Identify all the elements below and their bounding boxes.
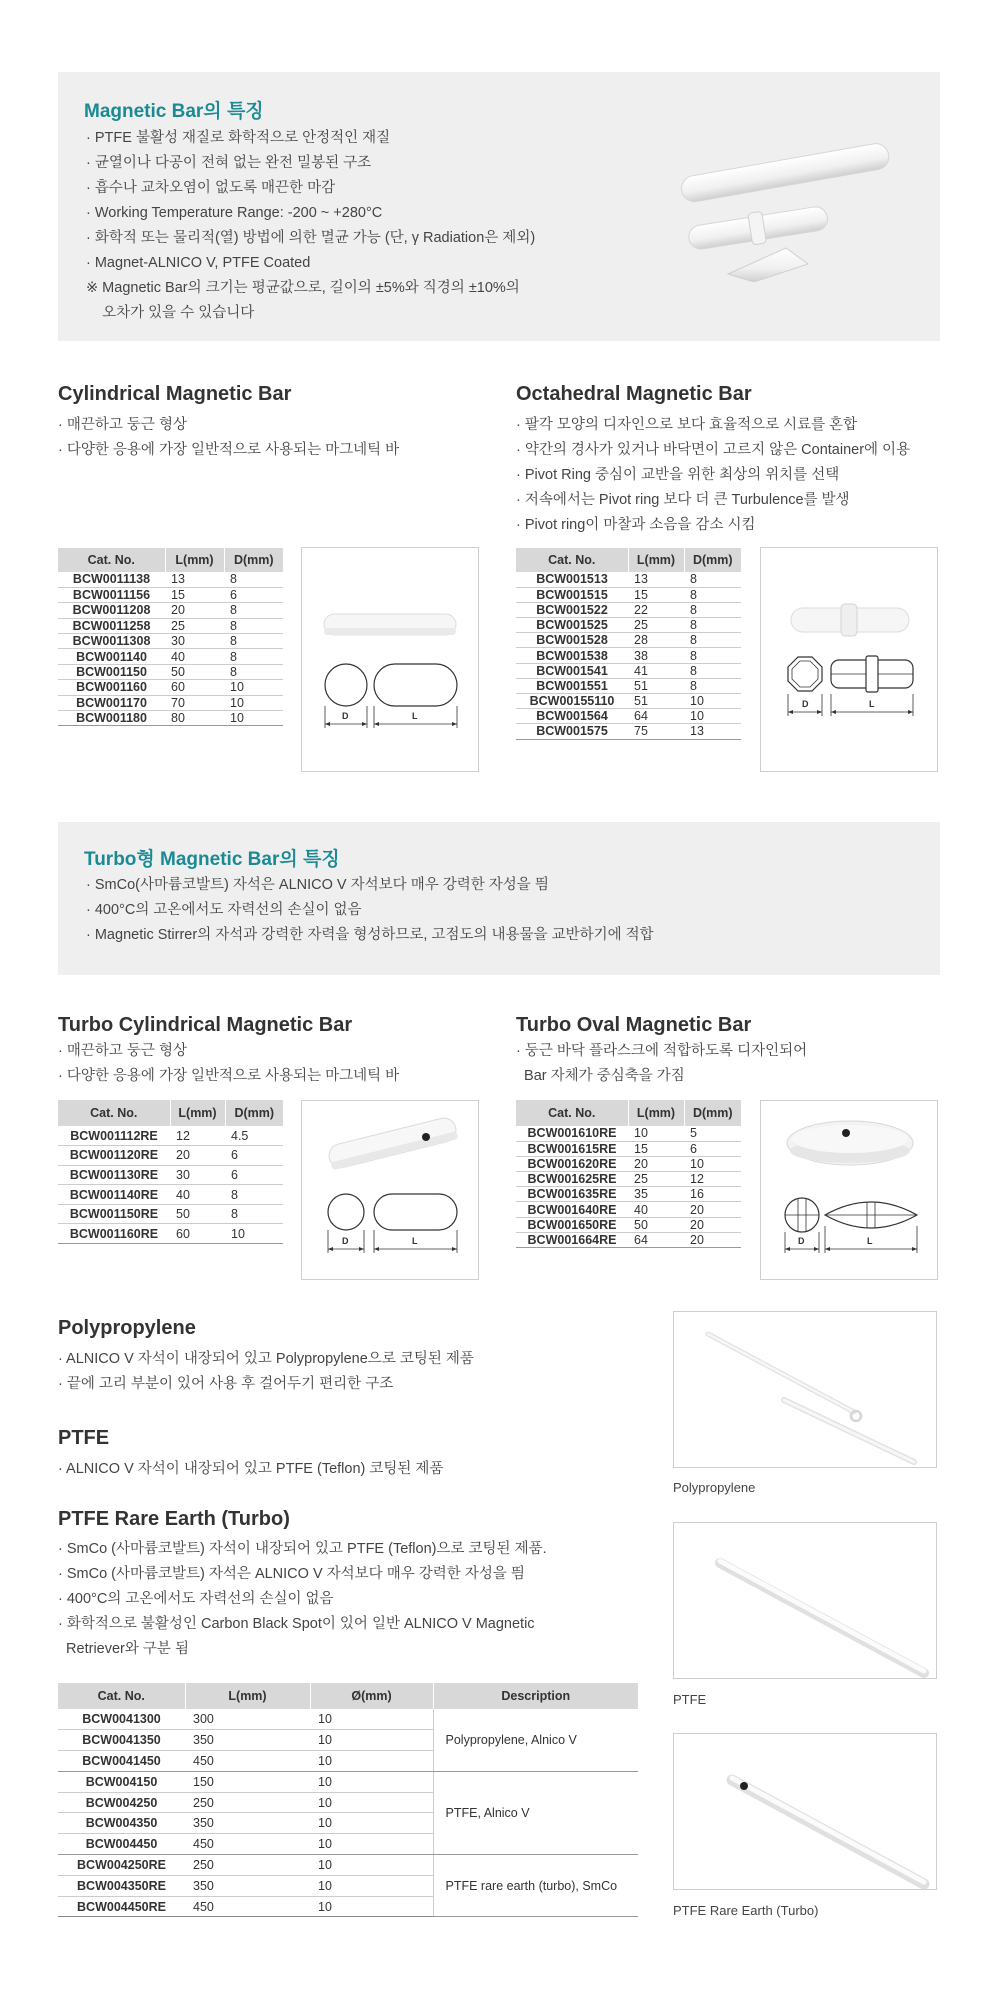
length-cell: 20 (170, 1146, 225, 1166)
table-row (516, 709, 741, 724)
diameter-cell: 8 (684, 572, 741, 587)
feature-item: · Magnet-ALNICO V, PTFE Coated (86, 255, 311, 271)
feature-list (86, 873, 654, 948)
feature-note: ※ Magnetic Bar의 크기는 평균값으로, 길이의 ±5%와 직경의 ±10%의 (86, 280, 520, 296)
bullet: Retriever와 구분 됨 (58, 1641, 189, 1657)
turbo-cylindrical-bullets (58, 1039, 399, 1089)
length-cell: 25 (628, 618, 684, 633)
length-cell: 30 (170, 1165, 225, 1185)
bullet: · 팔각 모양의 디자인으로 보다 효율적으로 시료를 혼합 (516, 417, 858, 433)
table-row (58, 649, 283, 664)
bullet: · SmCo (사마륨코발트) 자석은 ALNICO V 자석보다 매우 강력한 자성을 띔 (58, 1566, 525, 1582)
col-header: L(mm) (628, 1100, 684, 1126)
length-cell: 450 (185, 1834, 310, 1855)
bullet: · 둥근 바닥 플라스크에 적합하도록 디자인되어 (516, 1043, 808, 1059)
cat-no-cell: BCW004450 (58, 1834, 185, 1855)
length-cell: 60 (170, 1224, 225, 1244)
table-row (516, 1202, 741, 1217)
feature-title: Magnetic Bar의 특징 (84, 101, 264, 122)
length-cell: 450 (185, 1751, 310, 1772)
length-cell: 40 (628, 1202, 684, 1217)
length-cell: 300 (185, 1709, 310, 1730)
diameter-cell: 10 (224, 711, 283, 726)
length-cell: 30 (165, 634, 224, 649)
dim-label-d: D (802, 699, 809, 709)
col-header: D(mm) (225, 1100, 283, 1126)
cat-no-cell: BCW001112RE (58, 1126, 170, 1146)
col-header: Description (433, 1683, 638, 1709)
cat-no-cell: BCW004350RE (58, 1875, 185, 1896)
table-row (516, 648, 741, 663)
cylindrical-bullets (58, 413, 399, 463)
table-row (516, 1232, 741, 1247)
cat-no-cell: BCW001150 (58, 664, 165, 679)
cat-no-cell: BCW001140 (58, 649, 165, 664)
cat-no-cell: BCW001150RE (58, 1204, 170, 1224)
bullet: · SmCo (사마륨코발트) 자석이 내장되어 있고 PTFE (Teflon)으로 코팅된 제품. (58, 1541, 547, 1557)
diameter-cell: 8 (684, 678, 741, 693)
cat-no-cell: BCW0011208 (58, 603, 165, 618)
diameter-cell: 10 (224, 680, 283, 695)
col-header: D(mm) (224, 548, 283, 572)
length-cell: 25 (165, 618, 224, 633)
bullet: · 매끈하고 둥근 형상 (58, 1043, 187, 1059)
col-header: L(mm) (170, 1100, 225, 1126)
diameter-cell: 20 (684, 1202, 741, 1217)
cat-no-cell: BCW001120RE (58, 1146, 170, 1166)
feature-item: · SmCo(사마륨코발트) 자석은 ALNICO V 자석보다 매우 강력한 자성을 띔 (86, 877, 549, 893)
table-row (516, 572, 741, 587)
diameter-cell: 20 (684, 1232, 741, 1247)
feature-item: · Magnetic Stirrer의 자석과 강력한 자력을 형성하므로, 고점도의 내용물을 교반하기에 적합 (86, 927, 654, 943)
turbo-oval-table (516, 1100, 741, 1248)
table-row (58, 664, 283, 679)
octahedral-title: Octahedral Magnetic Bar (516, 383, 752, 405)
col-header: Cat. No. (58, 1100, 170, 1126)
feature-list (86, 126, 535, 326)
table-row (58, 1204, 283, 1224)
table-row (58, 1771, 638, 1792)
length-cell: 60 (165, 680, 224, 695)
diameter-cell: 8 (224, 649, 283, 664)
length-cell: 350 (185, 1875, 310, 1896)
cat-no-cell: BCW001525 (516, 618, 628, 633)
table-row (58, 1709, 638, 1730)
cylindrical-title: Cylindrical Magnetic Bar (58, 383, 292, 405)
octahedral-diagram (760, 547, 938, 772)
table-row (516, 678, 741, 693)
table-row (58, 1126, 283, 1146)
diameter-cell: 6 (684, 1141, 741, 1156)
diameter-cell: 8 (684, 663, 741, 678)
turbo-oval-bullets (516, 1039, 807, 1089)
cat-no-cell: BCW0011138 (58, 572, 165, 587)
polypropylene-title: Polypropylene (58, 1317, 196, 1339)
diameter-cell: 10 (310, 1751, 433, 1772)
diameter-cell: 10 (684, 1156, 741, 1171)
cat-no-cell: BCW001551 (516, 678, 628, 693)
dim-label-l: L (869, 699, 875, 709)
col-header: Cat. No. (516, 548, 628, 572)
retriever-table (58, 1683, 638, 1917)
feature-item: · 400°C의 고온에서도 자력선의 손실이 없음 (86, 902, 362, 918)
cat-no-cell: BCW001625RE (516, 1172, 628, 1187)
diameter-cell: 8 (224, 572, 283, 587)
table-row (516, 1187, 741, 1202)
cat-no-cell: BCW001564 (516, 709, 628, 724)
diameter-cell: 8 (684, 602, 741, 617)
length-cell: 250 (185, 1855, 310, 1876)
cat-no-cell: BCW001522 (516, 602, 628, 617)
feature-item: · 화학적 또는 물리적(열) 방법에 의한 멸균 가능 (단, γ Radiation은 제외) (86, 230, 536, 246)
diameter-cell: 16 (684, 1187, 741, 1202)
diameter-cell: 8 (684, 587, 741, 602)
length-cell: 15 (628, 1141, 684, 1156)
table-row (516, 1141, 741, 1156)
ptfe-caption: PTFE (673, 1692, 707, 1707)
table-row (516, 724, 741, 739)
diameter-cell: 10 (310, 1771, 433, 1792)
turbo-oval-title: Turbo Oval Magnetic Bar (516, 1014, 752, 1036)
cat-no-cell: BCW001664RE (516, 1232, 628, 1247)
table-row (516, 1156, 741, 1171)
bullet: · 약간의 경사가 있거나 바닥면이 고르지 않은 Container에 이용 (516, 442, 911, 458)
cat-no-cell: BCW004350 (58, 1813, 185, 1834)
cat-no-cell: BCW004250 (58, 1792, 185, 1813)
cat-no-cell: BCW0011308 (58, 634, 165, 649)
diameter-cell: 8 (225, 1185, 283, 1205)
octahedral-table (516, 548, 741, 740)
table-row (58, 1855, 638, 1876)
cat-no-cell: BCW0041300 (58, 1709, 185, 1730)
ptfe-rare-earth-caption: PTFE Rare Earth (Turbo) (673, 1903, 819, 1918)
ptfe-rare-earth-retriever-image (673, 1733, 937, 1890)
length-cell: 80 (165, 711, 224, 726)
cylindrical-table (58, 548, 283, 726)
length-cell: 64 (628, 1232, 684, 1247)
length-cell: 35 (628, 1187, 684, 1202)
col-header: D(mm) (684, 548, 741, 572)
cat-no-cell: BCW001513 (516, 572, 628, 587)
table-row (58, 618, 283, 633)
table-row (58, 1146, 283, 1166)
length-cell: 70 (165, 695, 224, 710)
col-header: Cat. No. (58, 548, 165, 572)
magnetic-bars-image (658, 132, 908, 282)
length-cell: 22 (628, 602, 684, 617)
cat-no-cell: BCW001160RE (58, 1224, 170, 1244)
table-row (516, 694, 741, 709)
length-cell: 40 (170, 1185, 225, 1205)
table-row (516, 618, 741, 633)
bullet: · 400°C의 고온에서도 자력선의 손실이 없음 (58, 1591, 334, 1607)
feature-item: · 균열이나 다공이 전혀 없는 완전 밀봉된 구조 (86, 155, 372, 171)
cylindrical-diagram (301, 547, 479, 772)
description-cell: Polypropylene, Alnico V (433, 1709, 638, 1771)
cat-no-cell: BCW001180 (58, 711, 165, 726)
diameter-cell: 8 (224, 634, 283, 649)
length-cell: 12 (170, 1126, 225, 1146)
col-header: D(mm) (684, 1100, 741, 1126)
diameter-cell: 4.5 (225, 1126, 283, 1146)
feature-box-turbo (58, 822, 940, 975)
length-cell: 450 (185, 1896, 310, 1917)
cat-no-cell: BCW0011156 (58, 587, 165, 602)
table-row (516, 602, 741, 617)
diameter-cell: 10 (225, 1224, 283, 1244)
diameter-cell: 5 (684, 1126, 741, 1141)
diameter-cell: 8 (684, 633, 741, 648)
description-cell: PTFE, Alnico V (433, 1771, 638, 1854)
diameter-cell: 6 (225, 1146, 283, 1166)
diameter-cell: 10 (224, 695, 283, 710)
cat-no-cell: BCW001160 (58, 680, 165, 695)
cat-no-cell: BCW001528 (516, 633, 628, 648)
length-cell: 20 (628, 1156, 684, 1171)
diameter-cell: 10 (310, 1834, 433, 1855)
ptfe-bullets (58, 1457, 443, 1482)
turbo-cylindrical-table (58, 1100, 283, 1244)
table-row (516, 1172, 741, 1187)
cat-no-cell: BCW0041350 (58, 1730, 185, 1751)
cat-no-cell: BCW001640RE (516, 1202, 628, 1217)
length-cell: 350 (185, 1730, 310, 1751)
dim-label-l: L (867, 1236, 873, 1246)
feature-item: · PTFE 불활성 재질로 화학적으로 안정적인 재질 (86, 130, 391, 146)
table-row (58, 1165, 283, 1185)
bullet: · 끝에 고리 부분이 있어 사용 후 걸어두기 편리한 구조 (58, 1376, 394, 1392)
table-row (516, 1126, 741, 1141)
length-cell: 250 (185, 1792, 310, 1813)
diameter-cell: 12 (684, 1172, 741, 1187)
diameter-cell: 8 (224, 603, 283, 618)
length-cell: 51 (628, 694, 684, 709)
description-cell: PTFE rare earth (turbo), SmCo (433, 1855, 638, 1917)
bullet: · ALNICO V 자석이 내장되어 있고 PTFE (Teflon) 코팅된 제품 (58, 1461, 444, 1477)
octahedral-bullets (516, 413, 910, 538)
diameter-cell: 10 (310, 1709, 433, 1730)
ptfe-rare-earth-bullets (58, 1537, 547, 1662)
table-row (58, 634, 283, 649)
table-row (58, 695, 283, 710)
diameter-cell: 8 (224, 664, 283, 679)
dim-label-d: D (342, 1236, 349, 1246)
bullet: · Pivot Ring 중심이 교반을 위한 최상의 위치를 선택 (516, 467, 840, 483)
table-row (58, 587, 283, 602)
ptfe-title: PTFE (58, 1427, 110, 1449)
diameter-cell: 6 (224, 587, 283, 602)
cat-no-cell: BCW001635RE (516, 1187, 628, 1202)
table-row (58, 1224, 283, 1244)
table-row (58, 711, 283, 726)
diameter-cell: 8 (684, 648, 741, 663)
cat-no-cell: BCW00155110 (516, 694, 628, 709)
diameter-cell: 13 (684, 724, 741, 739)
table-row (58, 1185, 283, 1205)
feature-box-magnetic-bar (58, 72, 940, 341)
dim-label-d: D (798, 1236, 805, 1246)
bullet: · 매끈하고 둥근 형상 (58, 417, 187, 433)
col-header: Ø(mm) (310, 1683, 433, 1709)
col-header: L(mm) (628, 548, 684, 572)
col-header: L(mm) (165, 548, 224, 572)
diameter-cell: 20 (684, 1217, 741, 1232)
polypropylene-retriever-image (673, 1311, 937, 1468)
dim-label-d: D (342, 711, 349, 721)
col-header: Cat. No. (58, 1683, 185, 1709)
bullet: · 저속에서는 Pivot ring 보다 더 큰 Turbulence를 발생 (516, 492, 850, 508)
length-cell: 15 (165, 587, 224, 602)
table-row (58, 572, 283, 587)
col-header: Cat. No. (516, 1100, 628, 1126)
bullet: · 화학적으로 불활성인 Carbon Black Spot이 있어 일반 ALNICO V Magnetic (58, 1616, 535, 1632)
length-cell: 41 (628, 663, 684, 678)
polypropylene-bullets (58, 1347, 474, 1397)
cat-no-cell: BCW0041450 (58, 1751, 185, 1772)
polypropylene-caption: Polypropylene (673, 1480, 756, 1495)
cat-no-cell: BCW001130RE (58, 1165, 170, 1185)
cat-no-cell: BCW001541 (516, 663, 628, 678)
diameter-cell: 10 (684, 694, 741, 709)
length-cell: 25 (628, 1172, 684, 1187)
length-cell: 28 (628, 633, 684, 648)
diameter-cell: 10 (310, 1813, 433, 1834)
cat-no-cell: BCW004450RE (58, 1896, 185, 1917)
diameter-cell: 10 (310, 1896, 433, 1917)
length-cell: 50 (628, 1217, 684, 1232)
diameter-cell: 6 (225, 1165, 283, 1185)
length-cell: 350 (185, 1813, 310, 1834)
cat-no-cell: BCW001140RE (58, 1185, 170, 1205)
diameter-cell: 8 (224, 618, 283, 633)
cat-no-cell: BCW001650RE (516, 1217, 628, 1232)
length-cell: 150 (185, 1771, 310, 1792)
table-row (516, 663, 741, 678)
feature-note: 오차가 있을 수 있습니다 (86, 305, 255, 321)
turbo-oval-diagram (760, 1100, 938, 1280)
length-cell: 50 (165, 664, 224, 679)
length-cell: 75 (628, 724, 684, 739)
length-cell: 40 (165, 649, 224, 664)
cat-no-cell: BCW001515 (516, 587, 628, 602)
bullet: · ALNICO V 자석이 내장되어 있고 Polypropylene으로 코팅된 제품 (58, 1351, 474, 1367)
diameter-cell: 10 (310, 1875, 433, 1896)
dim-label-l: L (412, 711, 418, 721)
feature-item: · Working Temperature Range: -200 ~ +280°C (86, 205, 383, 221)
table-row (516, 587, 741, 602)
table-row (58, 603, 283, 618)
diameter-cell: 8 (684, 618, 741, 633)
cat-no-cell: BCW004250RE (58, 1855, 185, 1876)
bullet: · 다양한 응용에 가장 일반적으로 사용되는 마그네틱 바 (58, 1068, 400, 1084)
length-cell: 13 (628, 572, 684, 587)
cat-no-cell: BCW001610RE (516, 1126, 628, 1141)
diameter-cell: 10 (310, 1855, 433, 1876)
length-cell: 50 (170, 1204, 225, 1224)
length-cell: 13 (165, 572, 224, 587)
cat-no-cell: BCW0011258 (58, 618, 165, 633)
diameter-cell: 10 (310, 1792, 433, 1813)
feature-title: Turbo형 Magnetic Bar의 특징 (84, 849, 340, 870)
length-cell: 38 (628, 648, 684, 663)
feature-item: · 흡수나 교차오염이 없도록 매끈한 마감 (86, 180, 336, 196)
diameter-cell: 10 (310, 1730, 433, 1751)
length-cell: 51 (628, 678, 684, 693)
cat-no-cell: BCW004150 (58, 1771, 185, 1792)
ptfe-retriever-image (673, 1522, 937, 1679)
table-row (58, 680, 283, 695)
turbo-cylindrical-title: Turbo Cylindrical Magnetic Bar (58, 1014, 353, 1036)
dim-label-l: L (412, 1236, 418, 1246)
cat-no-cell: BCW001538 (516, 648, 628, 663)
length-cell: 20 (165, 603, 224, 618)
table-row (516, 633, 741, 648)
turbo-cylindrical-diagram (301, 1100, 479, 1280)
bullet: Bar 자체가 중심축을 가짐 (516, 1068, 685, 1084)
length-cell: 64 (628, 709, 684, 724)
cat-no-cell: BCW001615RE (516, 1141, 628, 1156)
cat-no-cell: BCW001620RE (516, 1156, 628, 1171)
table-row (516, 1217, 741, 1232)
ptfe-rare-earth-title: PTFE Rare Earth (Turbo) (58, 1508, 290, 1530)
col-header: L(mm) (185, 1683, 310, 1709)
diameter-cell: 8 (225, 1204, 283, 1224)
length-cell: 15 (628, 587, 684, 602)
bullet: · Pivot ring이 마찰과 소음을 감소 시킴 (516, 517, 756, 533)
bullet: · 다양한 응용에 가장 일반적으로 사용되는 마그네틱 바 (58, 442, 400, 458)
length-cell: 10 (628, 1126, 684, 1141)
cat-no-cell: BCW001170 (58, 695, 165, 710)
diameter-cell: 10 (684, 709, 741, 724)
cat-no-cell: BCW001575 (516, 724, 628, 739)
